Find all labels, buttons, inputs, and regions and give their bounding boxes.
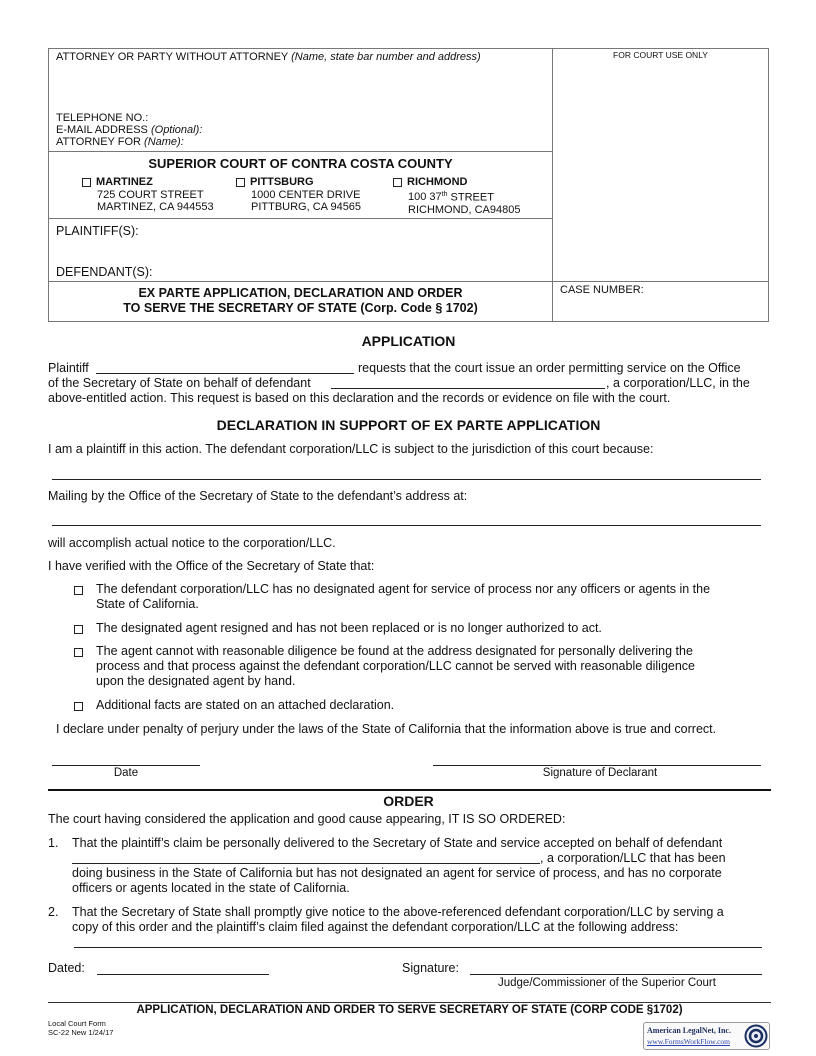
mailing-address-field[interactable]	[52, 525, 761, 526]
declaration-date-field[interactable]	[52, 765, 200, 766]
dated-label: Dated:	[48, 961, 85, 975]
option-no-agent-checkbox[interactable]	[74, 586, 83, 595]
location-richmond[interactable]: RICHMOND 100 37th STREET RICHMOND, CA94805	[393, 176, 520, 216]
footer-title: APPLICATION, DECLARATION AND ORDER TO SERVE SECRETARY OF STATE (CORP CODE §1702)	[136, 1004, 683, 1016]
jurisdiction-text: I am a plaintiff in this action. The defendant corporation/LLC is subject to the jurisdiction of this court because:	[48, 442, 654, 456]
brand-name: American LegalNet, Inc.	[647, 1026, 731, 1035]
application-line1a: Plaintiff	[48, 361, 89, 375]
location-martinez[interactable]: MARTINEZ 725 COURT STREET MARTINEZ, CA 944553	[82, 176, 214, 214]
location-pittsburg[interactable]: PITTSBURG 1000 CENTER DRIVE PITTBURG, CA 94565	[236, 176, 361, 214]
order-item1-number: 1.	[48, 836, 59, 850]
order-date-field[interactable]	[97, 974, 269, 975]
jurisdiction-field[interactable]	[52, 479, 761, 480]
option-agent-resigned: The designated agent resigned and has not been replaced or is no longer authorized to act.	[96, 621, 602, 635]
order-item1-line4: officers or agents located in the state of California.	[72, 881, 350, 895]
telephone-label: TELEPHONE NO.:	[56, 112, 149, 124]
judge-label: Judge/Commissioner of the Superior Court	[498, 977, 716, 989]
verified-text: I have verified with the Office of the Secretary of State that:	[48, 559, 375, 573]
order-item1-line2: , a corporation/LLC that has been	[540, 851, 726, 865]
defendants-label: DEFENDANT(S):	[56, 265, 153, 279]
brand-logo	[643, 1022, 770, 1050]
form-title: EX PARTE APPLICATION, DECLARATION AND ORDER TO SERVE THE SECRETARY OF STATE (Corp. Code § 1702)	[123, 286, 478, 315]
attorney-for-label: ATTORNEY FOR (Name):	[56, 136, 184, 148]
application-line2a: of the Secretary of State on behalf of defendant	[48, 376, 311, 390]
order-divider	[48, 789, 771, 791]
order-item2-number: 2.	[48, 905, 59, 919]
email-label: E-MAIL ADDRESS (Optional):	[56, 124, 203, 136]
application-line2b: , a corporation/LLC, in the	[606, 376, 750, 390]
form-number: Local Court Form SC-22 New 1/24/17	[48, 1019, 114, 1037]
brand-globe-icon	[744, 1024, 768, 1048]
application-line3: above-entitled action. This request is based on this declaration and the records or evidence on file with the court.	[48, 391, 671, 405]
perjury-statement: I declare under penalty of perjury under the laws of the State of California that the information above is true and correct.	[56, 722, 717, 736]
checkbox-richmond[interactable]	[393, 178, 402, 187]
mailing-text: Mailing by the Office of the Secretary of State to the defendant’s address at:	[48, 489, 468, 503]
order-item1-line1: That the plaintiff’s claim be personally delivered to the Secretary of State and service accepted on behalf of defendant	[72, 836, 723, 850]
attorney-label: ATTORNEY OR PARTY WITHOUT ATTORNEY (Name, state bar number and address)	[56, 51, 481, 63]
signature-declarant-label: Signature of Declarant	[542, 767, 658, 779]
checkbox-pittsburg[interactable]	[236, 178, 245, 187]
plaintiffs-label: PLAINTIFF(S):	[56, 224, 139, 238]
date-label: Date	[113, 767, 139, 779]
order-item1-line3: doing business in the State of California but has not designated an agent for service of process, and has no corporate	[72, 866, 722, 880]
footer-divider	[48, 1002, 771, 1003]
option-additional-facts-checkbox[interactable]	[74, 702, 83, 711]
service-address-field[interactable]	[74, 947, 762, 948]
order-intro: The court having considered the application and good cause appearing, IT IS SO ORDERED:	[48, 812, 566, 826]
option-no-agent: The defendant corporation/LLC has no designated agent for service of process nor any officers or agents in the State of California.	[96, 582, 711, 611]
option-agent-not-found: The agent cannot with reasonable diligence be found at the address designated for personally delivering the process and that process against the defendant corporation/LLC cannot be served with reasonable diligence upon the designated agent by hand.	[96, 644, 695, 688]
option-agent-not-found-checkbox[interactable]	[74, 648, 83, 657]
court-name: SUPERIOR COURT OF CONTRA COSTA COUNTY	[148, 156, 453, 171]
declaration-heading: DECLARATION IN SUPPORT OF EX PARTE APPLICATION	[216, 417, 601, 433]
judge-signature-field[interactable]	[470, 974, 762, 975]
court-use-label: FOR COURT USE ONLY	[613, 50, 708, 60]
brand-url[interactable]: www.FormsWorkFlow.com	[647, 1037, 731, 1046]
application-heading: APPLICATION	[361, 333, 456, 349]
declarant-signature-field[interactable]	[433, 765, 761, 766]
order-signature-label: Signature:	[402, 961, 459, 975]
order-defendant-field[interactable]	[72, 863, 540, 864]
case-number-label: CASE NUMBER:	[560, 284, 644, 296]
option-additional-facts: Additional facts are stated on an attached declaration.	[96, 698, 395, 712]
order-item2-line1: That the Secretary of State shall promptly give notice to the above-referenced defendant corporation/LLC by serving a	[72, 905, 724, 919]
notice-text: will accomplish actual notice to the corporation/LLC.	[48, 536, 336, 550]
plaintiff-name-field[interactable]	[96, 373, 354, 374]
defendant-name-field[interactable]	[331, 388, 605, 389]
court-use-box	[552, 48, 769, 282]
order-heading: ORDER	[383, 793, 434, 809]
application-line1b: requests that the court issue an order permitting service on the Office	[358, 361, 741, 375]
order-item2-line2: copy of this order and the plaintiff’s claim filed against the defendant corporation/LLC at the following address:	[72, 920, 679, 934]
option-agent-resigned-checkbox[interactable]	[74, 625, 83, 634]
checkbox-martinez[interactable]	[82, 178, 91, 187]
